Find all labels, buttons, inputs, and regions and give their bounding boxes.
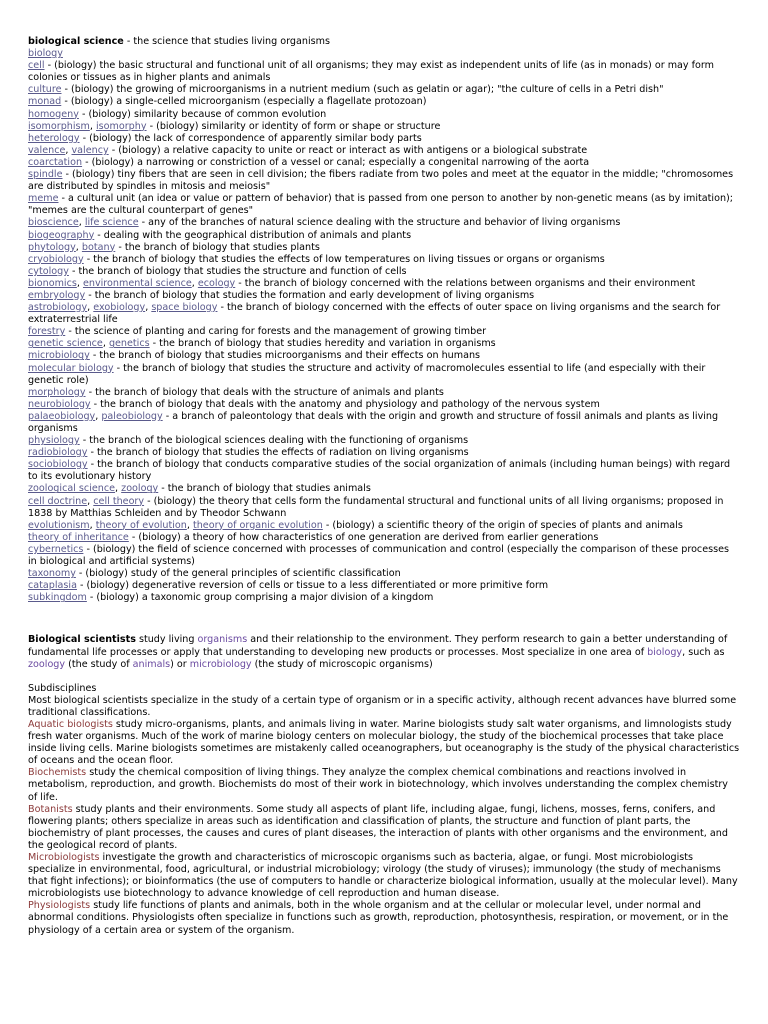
subdiscipline-paragraph xyxy=(28,767,740,803)
glossary-term-link[interactable]: bionomics xyxy=(28,277,77,289)
glossary-definition: - (biology) the basic structural and functional unit of all organisms; they may exist as independent units of life (as in monads) or may form colonies or tissues as in higher plants and animals xyxy=(28,60,715,84)
glossary-definition: - (biology) a theory of how characteristics of one generation are derived from earlier generations xyxy=(128,531,599,543)
glossary-entry xyxy=(28,169,740,193)
glossary-definition: - the science of planting and caring for forests and the management of growing timber xyxy=(65,326,487,338)
glossary-definition: - (biology) a relative capacity to unite or react or interact as with antigens or a biological substrate xyxy=(108,144,588,156)
glossary-term-link[interactable]: embryology xyxy=(28,289,86,301)
intro-text: (the study of xyxy=(65,658,133,670)
glossary-term-link[interactable]: ecology xyxy=(197,277,236,289)
glossary-term-link[interactable]: theory of evolution xyxy=(95,519,187,531)
glossary-entry xyxy=(28,133,740,145)
subdiscipline-term[interactable]: Botanists xyxy=(28,803,73,815)
glossary-term-link[interactable]: homogeny xyxy=(28,108,79,120)
subdiscipline-term[interactable]: Aquatic biologists xyxy=(28,718,113,730)
link-organisms[interactable]: organisms xyxy=(197,634,248,646)
glossary-definition: - (biology) a single-celled microorganism (especially a flagellate protozoan) xyxy=(61,96,427,108)
glossary-definition: - the branch of biology that studies the effects of low temperatures on living tissues or organs or organisms xyxy=(83,253,605,265)
intro-text: , such as xyxy=(682,646,725,658)
glossary-term-link[interactable]: theory of organic evolution xyxy=(192,519,323,531)
intro-text: (the study of microscopic organisms) xyxy=(251,658,433,670)
glossary-entry xyxy=(28,230,740,242)
glossary-definition: - the branch of biology that conducts comparative studies of the social organization of animals (including human beings) with regard to its evolutionary history xyxy=(28,459,731,483)
glossary-term-link[interactable]: exobiology xyxy=(93,302,146,314)
glossary-entry xyxy=(28,520,740,532)
glossary-term-link[interactable]: paleobiology xyxy=(101,410,163,422)
glossary-definition: - any of the branches of natural science dealing with the structure and behavior of living organisms xyxy=(138,217,621,229)
glossary-entry xyxy=(28,544,740,568)
term-separator: , xyxy=(76,277,83,289)
glossary-entry xyxy=(28,568,740,580)
glossary-definition: - the branch of biology concerned with the effects of outer space on living organisms and the search for extraterrestrial life xyxy=(28,302,721,326)
glossary-term-link[interactable]: morphology xyxy=(28,386,86,398)
glossary-term-link[interactable]: cybernetics xyxy=(28,543,84,555)
glossary-entry xyxy=(28,363,740,387)
glossary-entry xyxy=(28,145,740,157)
glossary-term-link[interactable]: space biology xyxy=(151,302,218,314)
glossary-term-link[interactable]: radiobiology xyxy=(28,447,88,459)
term-separator: , xyxy=(102,338,109,350)
glossary-definition: - the branch of biology that studies the effects of radiation on living organisms xyxy=(87,447,469,459)
glossary-definition: - the branch of biology that studies plants xyxy=(115,241,320,253)
subdiscipline-paragraph xyxy=(28,900,740,936)
glossary-definition: - (biology) a scientific theory of the origin of species of plants and animals xyxy=(322,519,683,531)
glossary-term-link[interactable]: botany xyxy=(81,241,116,253)
glossary-definition: - a cultural unit (an idea or value or pattern of behavior) that is passed from one person to another by non-genetic means (as by imitation); "memes are the cultural counterpart of genes" xyxy=(28,193,734,217)
glossary-definition: - (biology) tiny fibers that are seen in cell division; the fibers radiate from two poles and meet at the equator in the middle; "chromosomes are distributed by spindles in mitosis and meiosis" xyxy=(28,169,734,193)
glossary-term-link[interactable]: taxonomy xyxy=(28,568,76,580)
glossary-term-link[interactable]: cataplasia xyxy=(28,580,77,592)
glossary-definition: - a branch of paleontology that deals with the origin and growth and structure of fossil animals and plants as living organisms xyxy=(28,410,719,434)
glossary-entry xyxy=(28,592,740,604)
intro-bold-term: Biological scientists xyxy=(28,634,136,646)
subdiscipline-paragraph xyxy=(28,719,740,767)
glossary-entry xyxy=(28,109,740,121)
subdiscipline-text: study micro-organisms, plants, and animals living in water. Marine biologists study salt water organisms, and limnologists study fresh water organisms. Much of the work of marine biology centers on molecular biology, the study of the biochemical processes that take place inside living cells. Marine biologists sometimes are mistakenly called oceanographers, but oceanography is the study of the physical characteristics of oceans and the ocean floor. xyxy=(28,718,740,767)
glossary-term-link[interactable]: spindle xyxy=(28,169,63,181)
glossary-definition: - the branch of biology that studies the structure and function of cells xyxy=(68,265,407,277)
glossary-term-link[interactable]: valence xyxy=(28,144,66,156)
intro-text: and their relationship to the environment. They perform research to gain a better understanding of fundamental life processes or apply that understanding to developing new products or processes. Most specialize in one area of xyxy=(28,634,728,658)
glossary-definition: - (biology) similarity or identity of form or shape or structure xyxy=(146,120,441,132)
glossary-term-link[interactable]: genetic science xyxy=(28,338,103,350)
glossary-entry xyxy=(28,254,740,266)
term-separator: , xyxy=(87,495,94,507)
link-microbiology[interactable]: microbiology xyxy=(189,658,252,670)
glossary-term-link[interactable]: coarctation xyxy=(28,156,83,168)
glossary-term-link[interactable]: subkingdom xyxy=(28,592,87,604)
glossary-entry xyxy=(28,326,740,338)
glossary-definition: - the branch of the biological sciences dealing with the functioning of organisms xyxy=(79,435,469,447)
glossary-entry xyxy=(28,411,740,435)
term-separator: , xyxy=(65,144,72,156)
term-separator: , xyxy=(186,519,193,531)
glossary-term-link[interactable]: isomorphism xyxy=(28,120,90,132)
glossary-entry xyxy=(28,121,740,133)
glossary-term-link[interactable]: physiology xyxy=(28,435,80,447)
glossary-entry xyxy=(28,496,740,520)
subdisciplines-intro: Most biological scientists specialize in the study of a certain type of organism or in a specific activity, although recent advances have blurred some traditional classifications. xyxy=(28,694,737,718)
glossary-definition: - dealing with the geographical distribution of animals and plants xyxy=(94,229,412,241)
glossary-term-link[interactable]: environmental science xyxy=(82,277,192,289)
glossary-entry xyxy=(28,157,740,169)
glossary-entry xyxy=(28,435,740,447)
glossary-definition: - (biology) a narrowing or constriction of a vessel or canal; especially a congenital narrowing of the aorta xyxy=(82,156,590,168)
glossary-term-link[interactable]: cell doctrine xyxy=(28,495,88,507)
glossary-definition: - the branch of biology that studies heredity and variation in organisms xyxy=(149,338,496,350)
glossary-entry xyxy=(28,399,740,411)
glossary-heading-line xyxy=(28,36,740,48)
glossary-definition: - (biology) a taxonomic group comprising a major division of a kingdom xyxy=(86,592,434,604)
glossary-entry xyxy=(28,84,740,96)
glossary-entry xyxy=(28,532,740,544)
term-separator: , xyxy=(78,217,85,229)
glossary-heading: biological science xyxy=(28,36,124,47)
glossary-entry xyxy=(28,96,740,108)
glossary-term-link[interactable]: neurobiology xyxy=(28,398,91,410)
glossary-entry xyxy=(28,350,740,362)
glossary-entry xyxy=(28,387,740,399)
section-spacer xyxy=(28,604,740,634)
glossary-heading-definition: - the science that studies living organisms xyxy=(123,36,330,47)
glossary-entry xyxy=(28,193,740,217)
glossary-term-link[interactable]: sociobiology xyxy=(28,459,88,471)
glossary-term-link[interactable]: monad xyxy=(28,96,62,108)
glossary-entry xyxy=(28,217,740,229)
term-separator: , xyxy=(191,277,198,289)
glossary-definition: - (biology) the field of science concerned with processes of communication and control (especially the comparison of these processes in biological and artificial systems) xyxy=(28,543,730,568)
link-biology[interactable]: biology xyxy=(647,646,683,658)
term-separator: , xyxy=(87,302,94,314)
glossary-definition: - the branch of biology that studies the formation and early development of living organisms xyxy=(85,289,535,301)
intro-paragraph xyxy=(28,634,740,670)
glossary-term-link[interactable]: heterology xyxy=(28,132,80,144)
glossary-entry xyxy=(28,459,740,483)
glossary-term-link[interactable]: zoological science xyxy=(28,483,116,495)
glossary-entry xyxy=(28,338,740,350)
glossary-term-link[interactable]: biogeography xyxy=(28,229,95,241)
glossary-definition: - (biology) similarity because of common evolution xyxy=(78,108,327,120)
glossary-term-link[interactable]: forestry xyxy=(28,326,66,338)
link-animals[interactable]: animals xyxy=(132,658,171,670)
glossary-term-link[interactable]: astrobiology xyxy=(28,302,88,314)
glossary-entry xyxy=(28,242,740,254)
term-separator: , xyxy=(145,302,152,314)
glossary-term-link[interactable]: zoology xyxy=(121,483,159,495)
glossary-entry xyxy=(28,580,740,592)
glossary-list xyxy=(28,48,740,604)
glossary-term-link[interactable]: phytology xyxy=(28,241,76,253)
glossary-definition: - the branch of biology that deals with the structure of animals and plants xyxy=(85,386,444,398)
glossary-definition: - the branch of biology that studies animals xyxy=(158,483,371,495)
subdiscipline-text: study plants and their environments. Some study all aspects of plant life, including algae, fungi, lichens, mosses, ferns, conifers, and flowering plants; others specialize in areas such as identification and classification of plants, the structure and function of plant parts, the biochemistry of plant processes, the causes and cures of plant diseases, the interaction of plants with other organisms and the environment, and the geological record of plants. xyxy=(28,803,728,851)
section-spacer xyxy=(28,671,740,683)
subdiscipline-paragraph xyxy=(28,804,740,852)
intro-text: ) or xyxy=(170,658,190,670)
glossary-term-link[interactable]: isomorphy xyxy=(95,120,147,132)
subdisciplines-list xyxy=(28,719,740,937)
subdiscipline-term[interactable]: Physiologists xyxy=(28,900,91,912)
glossary-entry xyxy=(28,447,740,459)
glossary-entry xyxy=(28,278,740,290)
glossary-term-link[interactable]: palaeobiology xyxy=(28,410,96,422)
glossary-definition: - (biology) study of the general principles of scientific classification xyxy=(75,568,401,580)
glossary-term-link[interactable]: cell theory xyxy=(93,495,145,507)
subdiscipline-paragraph xyxy=(28,852,740,900)
glossary-term-link[interactable]: bioscience xyxy=(28,217,79,229)
glossary-entry xyxy=(28,48,740,60)
glossary-entry xyxy=(28,290,740,302)
glossary-term-link[interactable]: evolutionism xyxy=(28,519,90,531)
term-separator: , xyxy=(89,120,96,132)
term-separator: , xyxy=(89,519,96,531)
link-zoology[interactable]: zoology xyxy=(28,658,66,670)
glossary-definition: - (biology) the growing of microorganisms in a nutrient medium (such as gelatin or agar); "the culture of cells in a Petri dish" xyxy=(61,84,664,96)
intro-text: study living xyxy=(135,634,198,646)
subdiscipline-term[interactable]: Microbiologists xyxy=(28,852,100,863)
glossary-term-link[interactable]: valency xyxy=(71,144,109,156)
subdiscipline-term[interactable]: Biochemists xyxy=(28,767,87,779)
glossary-definition: - the branch of biology that studies microorganisms and their effects on humans xyxy=(89,350,481,362)
glossary-entry xyxy=(28,302,740,326)
glossary-term-link[interactable]: cell xyxy=(28,60,45,72)
glossary-term-link[interactable]: cryobiology xyxy=(28,253,84,265)
glossary-definition: - the branch of biology that studies the structure and activity of macromolecules essential to life (and especially with their genetic role) xyxy=(28,362,706,386)
term-separator: , xyxy=(115,483,122,495)
glossary-definition: - the branch of biology concerned with the relations between organisms and their environment xyxy=(235,277,696,289)
subdiscipline-text: study the chemical composition of living things. They analyze the complex chemical combinations and reactions involved in metabolism, reproduction, and growth. Biochemists do most of their work in biotechnology, which involves understanding the complex chemistry of life. xyxy=(28,767,728,803)
glossary-term-link[interactable]: culture xyxy=(28,84,62,96)
term-separator: , xyxy=(75,241,82,253)
glossary-definition: - the branch of biology that deals with the anatomy and physiology and pathology of the nervous system xyxy=(90,398,600,410)
glossary-term-link[interactable]: genetics xyxy=(108,338,150,350)
glossary-term-link[interactable]: theory of inheritance xyxy=(28,531,129,543)
glossary-term-link[interactable]: biology xyxy=(28,48,63,60)
term-separator: , xyxy=(95,410,102,422)
glossary-entry xyxy=(28,483,740,495)
glossary-term-link[interactable]: life science xyxy=(84,217,139,229)
glossary-definition: - (biology) the lack of correspondence of apparently similar body parts xyxy=(79,132,422,144)
glossary-entry xyxy=(28,266,740,278)
glossary-entry xyxy=(28,60,740,84)
glossary-term-link[interactable]: cytology xyxy=(28,265,69,277)
document-body xyxy=(28,36,740,937)
glossary-term-link[interactable]: meme xyxy=(28,193,59,205)
subdiscipline-text: study life functions of plants and animals, both in the whole organism and at the cellular or molecular level, under normal and abnormal conditions. Physiologists often specialize in functions such as growth, reproduction, photosynthesis, respiration, or movement, or in the physiology of a certain area or system of the organism. xyxy=(28,900,729,936)
glossary-definition: - (biology) the theory that cells form the fundamental structural and functional units of all living organisms; proposed in 1838 by Matthias Schleiden and by Theodor Schwann xyxy=(28,495,724,519)
glossary-term-link[interactable]: molecular biology xyxy=(28,362,114,374)
subdisciplines-title: Subdisciplines xyxy=(28,682,97,694)
glossary-definition: - (biology) degenerative reversion of cells or tissue to a less differentiated or more primitive form xyxy=(76,580,549,592)
subdiscipline-text: investigate the growth and characteristics of microscopic organisms such as bacteria, algae, or fungi. Most microbiologists specialize in environmental, food, agricultural, or industrial microbiology; virology (the study of viruses); immunology (the study of mechanisms that fight infections); or bioinformatics (the use of computers to handle or characterize biological information, usually at the molecular level). Many microbiologists use biotechnology to advance knowledge of cell reproduction and human disease. xyxy=(28,852,738,900)
glossary-term-link[interactable]: microbiology xyxy=(28,350,90,362)
